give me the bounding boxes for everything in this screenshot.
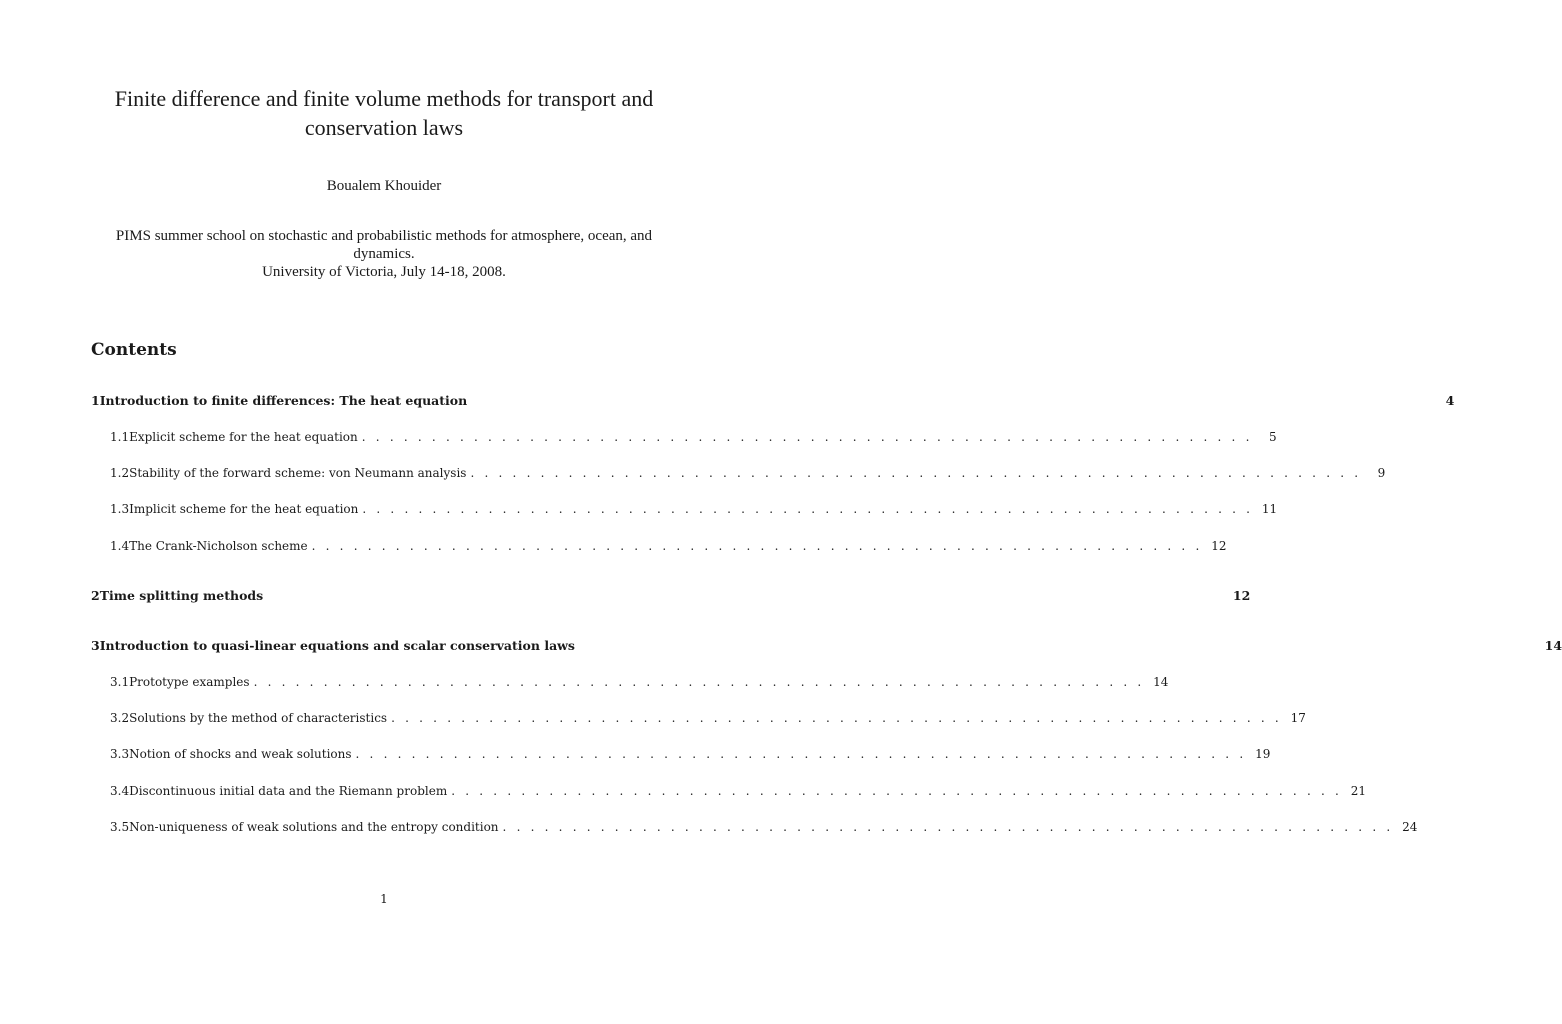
toc-page-number: 24	[1402, 820, 1418, 834]
toc-page-number: 11	[1261, 502, 1278, 516]
toc-leader-dots: . . . . . . . . . . . . . . . . . . . . . . . . . . . . . . . . . . . . . . . . . . . . . . . . . . . . . . . . . . . . . . . .	[362, 502, 1254, 516]
toc-leader-dots: . . . . . . . . . . . . . . . . . . . . . . . . . . . . . . . . . . . . . . . . . . . . . . . . . . . . . . . . . . . . . . . .	[361, 430, 1253, 444]
affiliation-line-1: PIMS summer school on stochastic and probabilistic methods for atmosphere, ocean, and	[115, 228, 653, 244]
toc-label: Explicit scheme for the heat equation	[129, 430, 358, 444]
toc-label: Non-uniqueness of weak solutions and the entropy condition	[129, 820, 499, 834]
toc-subsection-1-1[interactable]	[91, 428, 1277, 446]
toc-page-number: 5	[1268, 430, 1277, 444]
toc-leader-dots: . . . . . . . . . . . . . . . . . . . . . . . . . . . . . . . . . . . . . . . . . . . . . . . . . . . . . . . . . . . . . . . .	[502, 820, 1394, 834]
toc-leader-dots: . . . . . . . . . . . . . . . . . . . . . . . . . . . . . . . . . . . . . . . . . . . . . . . . . . . . . . . . . . . . . . . .	[311, 539, 1203, 553]
toc-page-number: 14	[1544, 638, 1562, 653]
affiliation-line-3: University of Victoria, July 14-18, 2008.	[262, 264, 506, 280]
toc-subsection-3-5[interactable]	[91, 818, 1418, 836]
toc-number: 3	[91, 638, 100, 653]
toc-number: 3.1	[110, 675, 130, 689]
toc-number: 1.4	[110, 539, 130, 553]
toc-subsection-1-4[interactable]	[91, 537, 1227, 555]
toc-section-3[interactable]	[91, 637, 1562, 655]
toc-label: Implicit scheme for the heat equation	[129, 502, 359, 516]
toc-label: Solutions by the method of characteristics	[129, 711, 388, 725]
toc-page-number: 19	[1255, 747, 1271, 761]
toc-number: 1.3	[110, 502, 130, 516]
toc-leader-dots: . . . . . . . . . . . . . . . . . . . . . . . . . . . . . . . . . . . . . . . . . . . . . . . . . . . . . . . . . . . . . . . .	[391, 711, 1282, 725]
toc-label: Introduction to finite differences: The heat equation	[99, 393, 468, 408]
toc-number: 1.1	[110, 430, 130, 444]
toc-page-number: 9	[1377, 466, 1386, 480]
toc-page-number: 4	[1445, 393, 1455, 408]
toc-label: Time splitting methods	[99, 588, 264, 603]
toc-section-2[interactable]	[91, 587, 1251, 605]
toc-leader-dots: . . . . . . . . . . . . . . . . . . . . . . . . . . . . . . . . . . . . . . . . . . . . . . . . . . . . . . . . . . . . . . . .	[451, 784, 1343, 798]
toc-number: 3.5	[110, 820, 130, 834]
toc-subsection-3-4[interactable]	[91, 782, 1367, 800]
affiliation-line-2: dynamics.	[353, 246, 415, 262]
toc-label: Prototype examples	[129, 675, 250, 689]
paper-title-line-1: Finite difference and finite volume methods for transport and	[114, 86, 654, 111]
toc-number: 3.2	[110, 711, 130, 725]
toc-number: 3.4	[110, 784, 130, 798]
toc-subsection-1-2[interactable]	[91, 464, 1386, 482]
toc-number: 1	[91, 393, 100, 408]
toc-page-number: 21	[1350, 784, 1367, 798]
toc-number: 2	[91, 588, 100, 603]
toc-subsection-3-1[interactable]	[91, 673, 1169, 691]
toc-label: The Crank-Nicholson scheme	[129, 539, 308, 553]
affiliation	[90, 227, 678, 281]
author-name: Boualem Khouider	[326, 178, 442, 194]
toc-subsection-3-2[interactable]	[91, 709, 1306, 727]
contents-heading: Contents	[91, 340, 177, 360]
toc-label: Discontinuous initial data and the Riemann problem	[129, 784, 448, 798]
toc-page-number: 17	[1290, 711, 1306, 725]
toc-page-number: 12	[1211, 539, 1227, 553]
toc-number: 3.3	[110, 747, 130, 761]
toc-page-number: 14	[1153, 675, 1169, 689]
toc-leader-dots: . . . . . . . . . . . . . . . . . . . . . . . . . . . . . . . . . . . . . . . . . . . . . . . . . . . . . . . . . . . . . . . .	[470, 466, 1362, 480]
page-number: 1	[380, 892, 388, 906]
toc-number: 1.2	[110, 466, 130, 480]
toc-section-1[interactable]	[91, 392, 1455, 410]
toc-subsection-3-3[interactable]	[91, 745, 1271, 763]
paper-title	[90, 84, 678, 142]
toc-page-number: 12	[1232, 588, 1251, 603]
paper-title-line-2: conservation laws	[304, 115, 464, 140]
toc-leader-dots: . . . . . . . . . . . . . . . . . . . . . . . . . . . . . . . . . . . . . . . . . . . . . . . . . . . . . . . . . . . . . . . .	[253, 675, 1145, 689]
toc-label: Stability of the forward scheme: von Neumann analysis	[129, 466, 467, 480]
toc-label: Introduction to quasi-linear equations and scalar conservation laws	[99, 638, 575, 653]
toc-subsection-1-3[interactable]	[91, 500, 1278, 518]
toc-leader-dots: . . . . . . . . . . . . . . . . . . . . . . . . . . . . . . . . . . . . . . . . . . . . . . . . . . . . . . . . . . . . . . . .	[355, 747, 1247, 761]
toc-label: Notion of shocks and weak solutions	[129, 747, 352, 761]
